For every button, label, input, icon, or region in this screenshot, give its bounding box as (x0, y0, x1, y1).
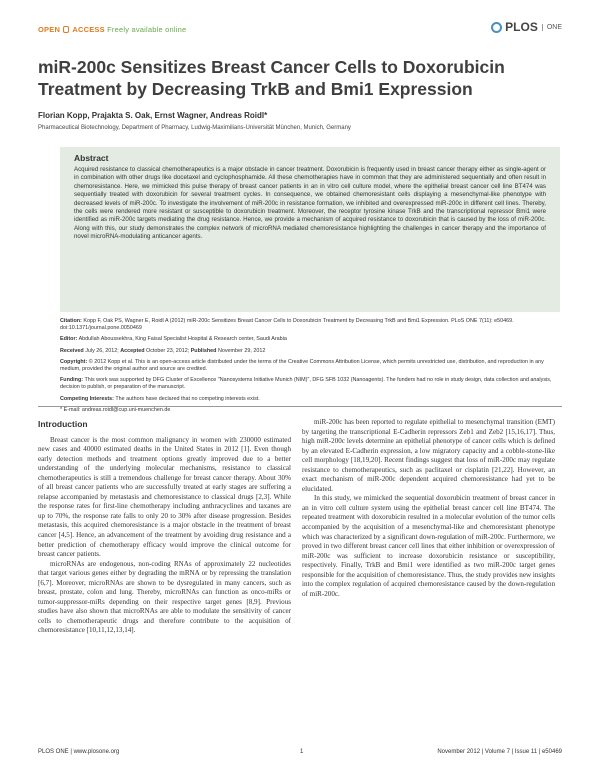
body-paragraph: In this study, we mimicked the sequential doxorubicin treatment of breast cancer in an in vitro cell culture system using the epithelial breast cancer cell line BT474. The repeated treatment with doxorubicin resulted in a molecular evolution of the tumor cells accompanied by the acquisition of a mesenchymal-like and chemoresistant phenotype which was characterized by a significant down-regulation of miR-200c. Furthermore, we proved in two different breast cancer cell lines that either inhibition or overexpression of miR-200c was sufficient to increase doxorubicin resistance or susceptibility, respectively. Finally, TrkB and Bmi1 were identified as two miR-200c target genes responsible for the acquisition of chemoresistance. Thus, the study provides new insights into the complex regulation of acquired chemoresistance caused by the down-regulation of miR-200c. (302, 494, 555, 598)
editor-text: Abdullah Aboussekhra, King Faisal Specialist Hospital & Research center, Saudi Arabia (78, 336, 287, 343)
editor-label: Editor: (60, 336, 78, 343)
body-column-right (302, 418, 555, 599)
open-label: OPEN (38, 25, 61, 34)
body-paragraph: Breast cancer is the most common malignancy in women with 230000 estimated new cases and 40000 estimated deaths in the United States in 2012 [1]. Even though early detection methods and treatment options greatly improved due to a better understanding of the underlying molecular mechanisms, resistance to classical chemotherapeutics is still a tremendous challenge for breast cancer therapy. About 30% of all breast cancer patients who are successfully treated at early stages are suffering a relapse accompanied by metastasis and chemoresistance to classical drugs [2,3]. While the response rates for first-line chemotherapy including anthracyclines and taxanes are up to 70%, the response rate falls to only 20 to 30% after disease progression. Besides metastasis, this acquired chemoresistance is a major obstacle in the treatment of breast cancer [4,5]. Hence, an advancement of the treatment by avoiding drug resistance and a better prediction of chemotherapy efficacy would improve the clinical outcome for breast cancer patients. (38, 435, 291, 559)
footer-issue: November 2012 | Volume 7 | Issue 11 | e50469 (437, 749, 562, 755)
plos-one-text: ONE (542, 24, 562, 31)
author-list: Florian Kopp, Prajakta S. Oak, Ernst Wagner, Andreas Roidl* (38, 111, 268, 120)
competing-interests (60, 396, 560, 403)
footer-journal: PLOS ONE | www.plosone.org (38, 749, 120, 755)
citation-text: Kopp F, Oak PS, Wagner E, Roidl A (2012) miR-200c Sensitizes Breast Cancer Cells to Doxorubicin Treatment by Decreasing TrkB and Bmi1 Expression. PLoS ONE 7(11): e50469. doi:10.1371/journal.pone.0050469 (60, 318, 514, 332)
received-date: July 26, 2012; (85, 347, 119, 354)
open-access-banner (38, 25, 186, 34)
funding-text: This work was supported by DFG Cluster of Excellence "Nanosystems Initiative Munich (NIM)", DFG SFB 1032 (Nanoagents). The funders had no role in study design, data collection and analysis, decision to publish, or preparation of the manuscript. (60, 377, 552, 391)
section-divider (38, 406, 562, 407)
article-title: miR-200c Sensitizes Breast Cancer Cells to Doxorubicin Treatment by Decreasing TrkB and Bmi1 Expression (38, 57, 505, 99)
abstract-box (60, 147, 560, 312)
competing-text: The authors have declared that no competing interests exist. (115, 395, 260, 402)
introduction-heading: Introduction (38, 419, 88, 429)
body-paragraph: microRNAs are endogenous, non-coding RNAs of approximately 22 nucleotides that target various genes either by degrading the mRNA or by repressing the translation [6,7]. Moreover, microRNAs are shown to be dysregulated in many cancers, such as breast, prostate, colon and lung. Thereby, microRNAs can function as onco-miRs or tumor-suppressor-miRs depending on their respective target genes [8,9]. Previous studies have also shown that microRNAs are able to modulate the sensitivity of cancer cells to chemotherapeutic drugs and therefore contribute to the acquisition of chemoresistance [10,11,12,13,14]. (38, 559, 291, 635)
funding (60, 377, 560, 391)
open-access-lock-icon (63, 26, 69, 33)
competing-label: Competing Interests: (60, 395, 114, 402)
article-metadata (60, 318, 560, 418)
plos-logo-text: PLOS (505, 20, 538, 34)
copyright-text: © 2012 Kopp et al. This is an open-access article distributed under the terms of the Creative Commons Attribution License, which permits unrestricted use, distribution, and reproduction in any medium, provided the original author and source are credited. (60, 358, 544, 373)
freely-available-label: Freely available online (107, 25, 187, 34)
dates (60, 348, 560, 355)
funding-label: Funding: (60, 377, 84, 384)
citation (60, 318, 560, 332)
accepted-label: Accepted (120, 347, 145, 354)
body-paragraph: miR-200c has been reported to regulate epithelial to mesenchymal transition (EMT) by targeting the transcriptional E-Cadherin repressors Zeb1 and Zeb2 [15,16,17]. Thus, high miR-200c levels determine an epithelial phenotype of cancer cells which is defined by an elevated E-Cadherin expression, a low migratory capacity and a cobble-stone-like cell morphology [18,19,20]. Recent findings suggest that loss of miR-200c may regulate resistance to chemotherapeutics, such as paclitaxel or cisplatin [21,22]. However, an exact mechanism of miR-200c dependent acquired chemoresistance had yet to be elucidated. (302, 418, 555, 493)
copyright (60, 359, 560, 373)
citation-label: Citation: (60, 318, 82, 324)
abstract-text: Acquired resistance to classical chemotherapeutics is a major obstacle in cancer treatment. Doxorubicin is frequently used in breast cancer therapy either as single-agent or in combination with other drugs like docetaxel and cyclophosphamide. All these chemotherapies have in common that they are administered sequentially and often result in chemoresistance. Here, we mimicked this pulse therapy of breast cancer patients in an in vitro cell culture model, where the epithelial breast cancer cell line BT474 was sequentially treated with doxorubicin for several treatment cycles. In consequence, we obtained chemoresistant cells displaying a mesenchymal-like phenotype with decreased levels of miR-200c. To investigate the involvement of miR-200c in resistance formation, we inhibited and overexpressed miR-200c in different cell lines. Thereby, the cells were rendered more resistant or susceptible to doxorubicin treatment. Moreover, the receptor tyrosine kinase TrkB and the transcriptional repressor Bmi1 were identified as miR-200c targets mediating the drug resistance. Hence, we provide a mechanism of acquired resistance to doxorubicin that is caused by the loss of miR-200c. Along with this, our study demonstrates the complex network of microRNA mediated chemoresistance highlighting the challenges in cancer therapy and the importance of novel microRNA-modulating anticancer agents. (74, 166, 546, 241)
affiliation: Pharmaceutical Biotechnology, Department of Pharmacy, Ludwig-Maximilians-Universität München, Munich, Germany (38, 125, 351, 131)
email: * E-mail: andreas.roidl@cup.uni-muenchen.de (60, 406, 171, 413)
abstract-heading: Abstract (74, 153, 109, 163)
published-label: Published (190, 347, 217, 354)
received-label: Received (60, 347, 84, 354)
page-number: 1 (300, 749, 304, 755)
editor (60, 336, 560, 343)
published-date: November 29, 2012 (217, 347, 266, 354)
plos-logo-icon (491, 22, 502, 33)
copyright-label: Copyright: (60, 358, 88, 365)
body-column-left (38, 420, 291, 636)
access-label: ACCESS (72, 25, 105, 34)
accepted-date: October 23, 2012; (146, 347, 190, 354)
plos-logo (491, 20, 562, 34)
